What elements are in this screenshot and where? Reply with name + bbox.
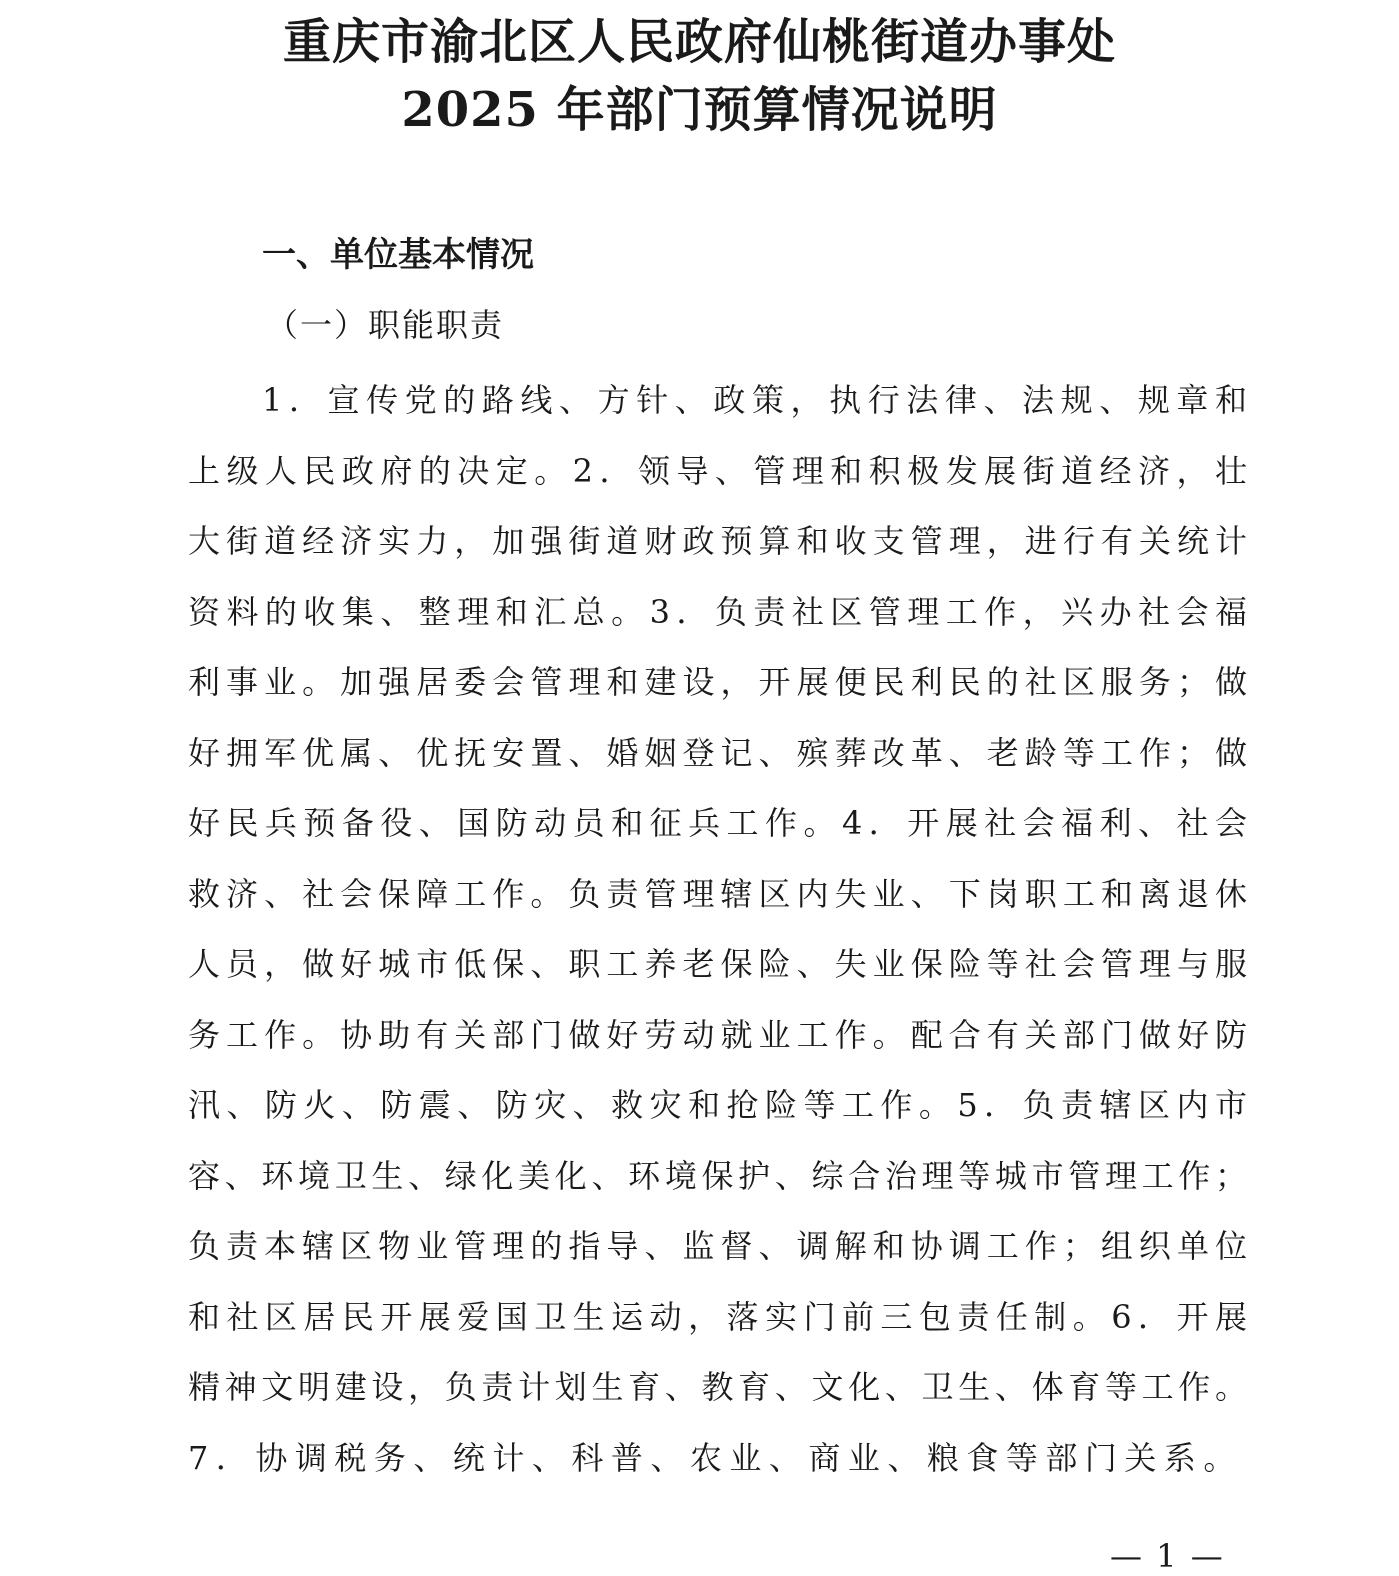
document-title-line-2: 2025 年部门预算情况说明 (401, 82, 998, 138)
body-line: 7．协调税务、统计、科普、农业、商业、粮食等部门关系。 (188, 1438, 1243, 1477)
body-line: 1．宣传党的路线、方针、政策，执行法律、法规、规章和 (262, 381, 1248, 419)
body-line: 容、环境卫生、绿化美化、环境保护、综合治理等城市管理工作； (188, 1156, 1248, 1195)
body-line: 利事业。加强居委会管理和建设，开展便民利民的社区服务；做 (188, 663, 1248, 701)
body-line: 大街道经济实力，加强街道财政预算和收支管理，进行有关统计 (188, 522, 1248, 560)
body-line: 负责本辖区物业管理的指导、监督、调解和协调工作；组织单位 (188, 1227, 1248, 1265)
section-heading: 一、单位基本情况 (262, 235, 534, 275)
body-line: 好拥军优属、优抚安置、婚姻登记、殡葬改革、老龄等工作；做 (188, 733, 1248, 772)
body-text (188, 365, 1248, 1493)
document-title-line-1: 重庆市渝北区人民政府仙桃街道办事处 (282, 14, 1116, 70)
body-line: 和社区居民开展爱国卫生运动，落实门前三包责任制。6．开展 (188, 1297, 1248, 1336)
body-line: 人员，做好城市低保、职工养老保险、失业保险等社会管理与服 (188, 945, 1248, 983)
body-line: 救济、社会保障工作。负责管理辖区内失业、下岗职工和离退休 (188, 874, 1248, 913)
page-number: — 1 — (1110, 1537, 1225, 1575)
body-line: 资料的收集、整理和汇总。3．负责社区管理工作，兴办社会福 (188, 592, 1248, 631)
subsection-heading: （一）职能职责 (266, 306, 505, 344)
body-line: 上级人民政府的决定。2．领导、管理和积极发展街道经济，壮 (188, 451, 1248, 490)
body-line: 精神文明建设，负责计划生育、教育、文化、卫生、体育等工作。 (188, 1368, 1248, 1406)
body-line: 务工作。协助有关部门做好劳动就业工作。配合有关部门做好防 (188, 1015, 1248, 1054)
body-line: 好民兵预备役、国防动员和征兵工作。4．开展社会福利、社会 (188, 804, 1248, 842)
body-line: 汛、防火、防震、防灾、救灾和抢险等工作。5．负责辖区内市 (188, 1086, 1248, 1124)
